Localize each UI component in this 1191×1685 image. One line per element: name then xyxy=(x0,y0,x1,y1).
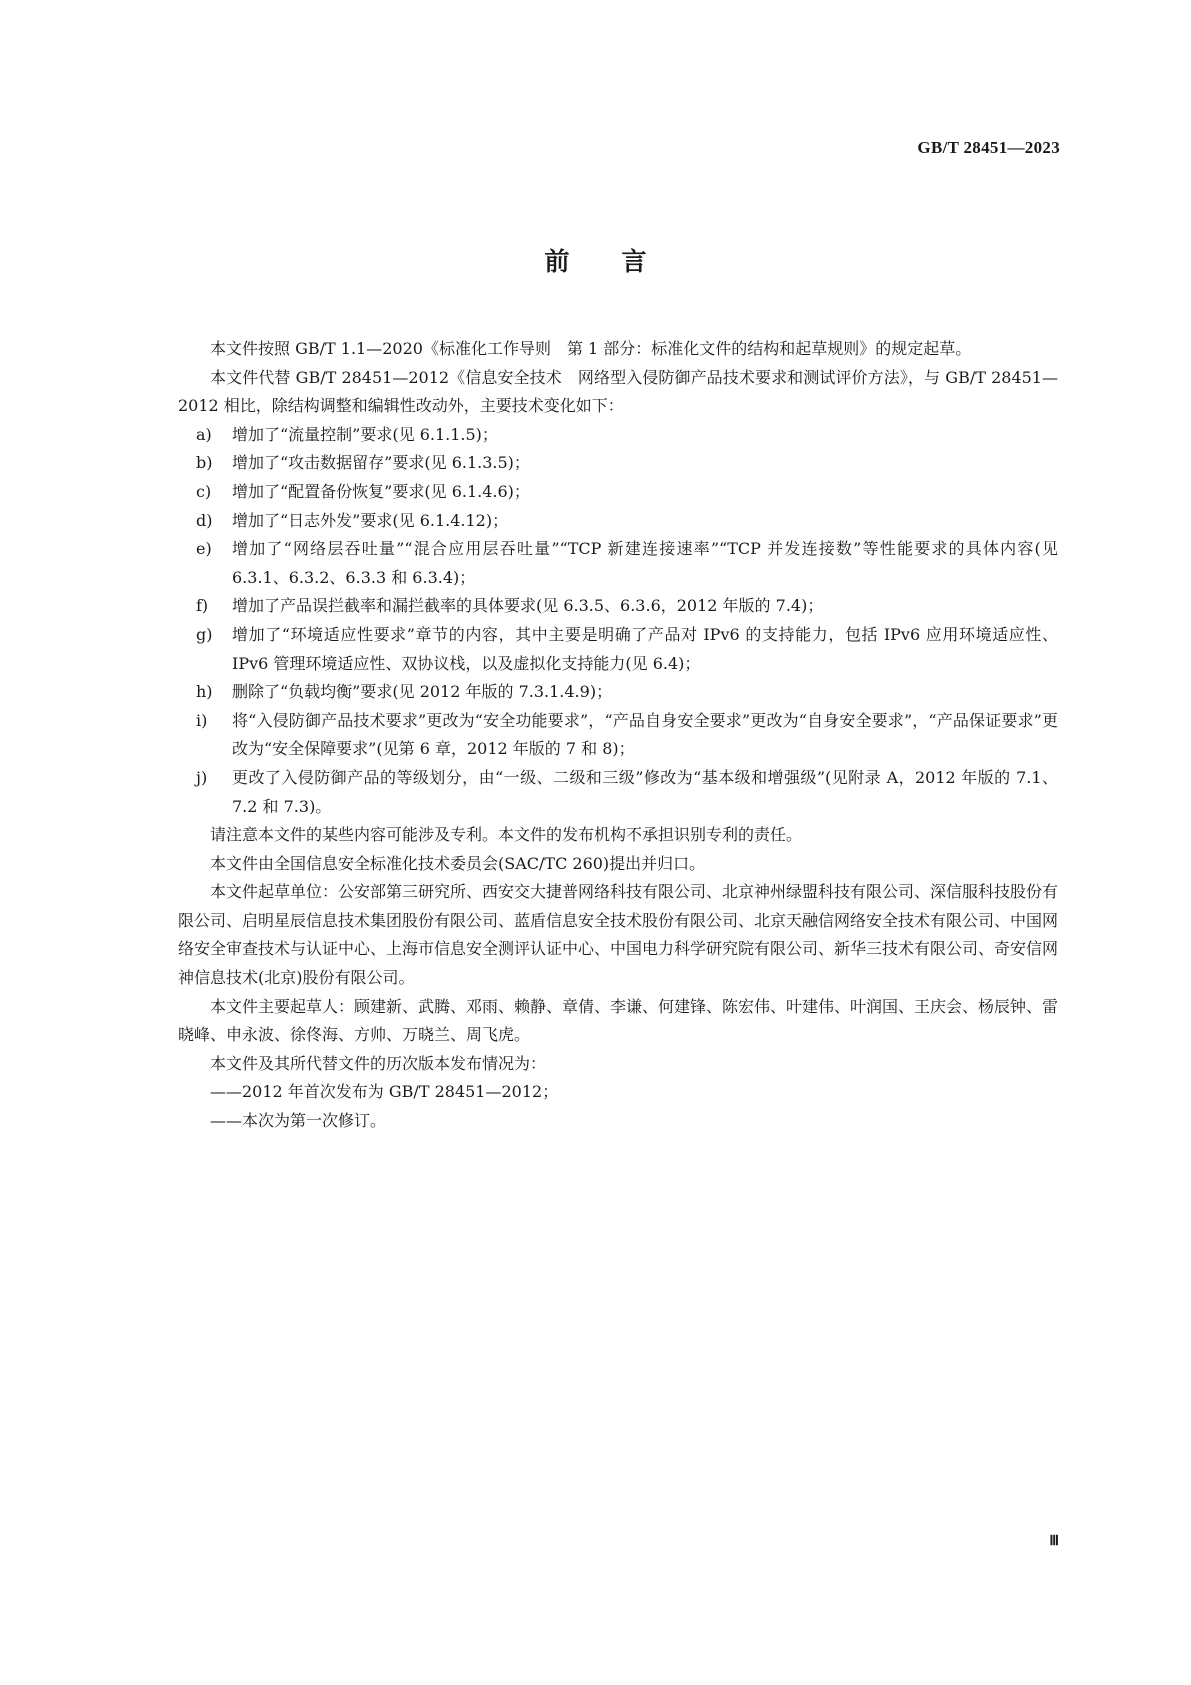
list-item-text: 增加了“日志外发”要求(见 6.1.4.12)； xyxy=(232,510,509,530)
list-marker: a) xyxy=(196,424,212,444)
list-item xyxy=(178,507,1058,536)
paragraph-drafting-rules: 本文件按照 GB/T 1.1—2020《标准化工作导则 第 1 部分：标准化文件的结构和起草规则》的规定起草。 xyxy=(210,339,972,358)
list-marker: e) xyxy=(196,539,212,559)
document-body xyxy=(178,335,1058,1136)
list-item xyxy=(178,707,1058,764)
list-item xyxy=(178,478,1058,507)
paragraph-history-intro: 本文件及其所代替文件的历次版本发布情况为： xyxy=(210,1053,547,1073)
list-marker: f) xyxy=(196,596,209,616)
list-item xyxy=(178,449,1058,478)
standard-code: GB/T 28451—2023 xyxy=(917,138,1060,157)
list-item xyxy=(178,592,1058,621)
list-item xyxy=(178,678,1058,707)
list-item xyxy=(178,421,1058,450)
list-item-text: 增加了“环境适应性要求”章节的内容，其中主要是明确了产品对 IPv6 的支持能力，包括 IPv6 应用环境适应性、IPv6 管理环境适应性、双协议栈，以及虚拟化支持能力(见 6.4)； xyxy=(232,624,1058,673)
list-marker: d) xyxy=(196,510,213,530)
history-item: ——2012 年首次发布为 GB/T 28451—2012； xyxy=(210,1082,559,1102)
list-item-text: 删除了“负载均衡”要求(见 2012 年版的 7.3.1.4.9)； xyxy=(232,682,613,702)
list-item xyxy=(178,764,1058,821)
page-title: 前言 xyxy=(544,247,699,276)
list-item-text: 增加了“配置备份恢复”要求(见 6.1.4.6)； xyxy=(232,481,530,501)
history-item: ——本次为第一次修订。 xyxy=(210,1111,387,1131)
list-marker: i) xyxy=(196,710,208,730)
list-marker: j) xyxy=(196,767,208,787)
list-item-text: 将“入侵防御产品技术要求”更改为“安全功能要求”，“产品自身安全要求”更改为“自身安全要求”，“产品保证要求”更改为“安全保障要求”(见第 6 章，2012 年版的 7 和 8)； xyxy=(232,710,1058,759)
list-item xyxy=(178,535,1058,592)
list-item-text: 增加了产品误拦截率和漏拦截率的具体要求(见 6.3.5、6.3.6，2012 年版的 7.4)； xyxy=(232,596,824,616)
list-item-text: 增加了“流量控制”要求(见 6.1.1.5)； xyxy=(232,424,498,444)
list-marker: g) xyxy=(196,624,213,644)
page-number: Ⅲ xyxy=(1049,1534,1059,1549)
list-item-text: 增加了“攻击数据留存”要求(见 6.1.3.5)； xyxy=(232,453,530,473)
list-item-text: 增加了“网络层吞吐量”“混合应用层吞吐量”“TCP 新建连接速率”“TCP 并发连接数”等性能要求的具体内容(见 6.3.1、6.3.2、6.3.3 和 6.3.4)； xyxy=(232,539,1058,587)
paragraph-replacement: 本文件代替 GB/T 28451—2012《信息安全技术 网络型入侵防御产品技术要求和测试评价方法》，与 GB/T 28451—2012 相比，除结构调整和编辑性改动外，主要技术变化如下： xyxy=(178,367,1058,416)
list-marker: b) xyxy=(196,453,213,473)
list-marker: h) xyxy=(196,682,213,702)
list-item xyxy=(178,621,1058,678)
paragraph-patent-notice: 请注意本文件的某些内容可能涉及专利。本文件的发布机构不承担识别专利的责任。 xyxy=(210,825,803,845)
paragraph-drafting-units: 本文件起草单位：公安部第三研究所、西安交大捷普网络科技有限公司、北京神州绿盟科技有限公司、深信服科技股份有限公司、启明星辰信息技术集团股份有限公司、蓝盾信息安全技术股份有限公司、北京天融信网络安全技术有限公司、中国网络安全审查技术与认证中心、上海市信息安全测评认证中心、中国电力科学研究院有限公司、新华三技术有限公司、奇安信网神信息技术(北京)股份有限公司。 xyxy=(178,882,1059,988)
list-marker: c) xyxy=(196,481,212,501)
paragraph-drafters: 本文件主要起草人：顾建新、武腾、邓雨、赖静、章倩、李谦、何建锋、陈宏伟、叶建伟、叶润国、王庆会、杨辰钟、雷晓峰、申永波、徐佟海、方帅、万晓兰、周飞虎。 xyxy=(178,996,1059,1045)
list-item-text: 更改了入侵防御产品的等级划分，由“一级、二级和三级”修改为“基本级和增强级”(见附录 A，2012 年版的 7.1、7.2 和 7.3)。 xyxy=(232,767,1058,816)
paragraph-proposer: 本文件由全国信息安全标准化技术委员会(SAC/TC 260)提出并归口。 xyxy=(210,853,706,873)
